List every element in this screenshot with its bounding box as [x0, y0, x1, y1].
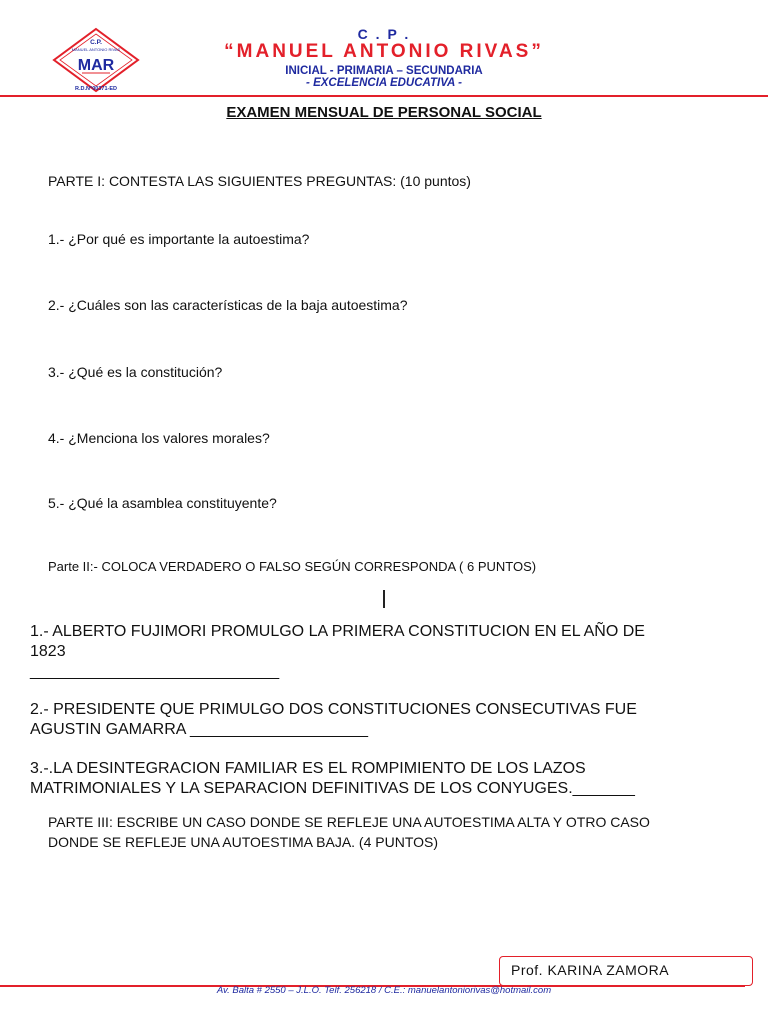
school-levels: INICIAL - PRIMARIA – SECUNDARIA [285, 65, 483, 77]
true-false-item-3 [30, 759, 750, 799]
school-motto: - EXCELENCIA EDUCATIVA - [306, 77, 462, 89]
header-divider [0, 95, 768, 97]
true-false-item-2 [30, 700, 750, 740]
text-cursor [383, 590, 385, 608]
question-1: 1.- ¿Por qué es importante la autoestima? [48, 231, 310, 247]
logo-monogram: MAR [77, 57, 115, 74]
item-2-line-1: 2.- PRESIDENTE QUE PRIMULGO DOS CONSTITUCIONES CONSECUTIVAS FUE [30, 701, 637, 718]
item-2-line-2: AGUSTIN GAMARRA ____________________ [30, 721, 368, 738]
item-3-line-2: MATRIMONIALES Y LA SEPARACION DEFINITIVAS DE LOS CONYUGES._______ [30, 780, 635, 797]
true-false-item-1 [30, 622, 750, 682]
question-2: 2.- ¿Cuáles son las características de la baja autoestima? [48, 297, 408, 313]
exam-title-text: EXAMEN MENSUAL DE PERSONAL SOCIAL [226, 104, 542, 121]
question-5: 5.- ¿Qué la asamblea constituyente? [48, 495, 277, 511]
part2-heading: Parte II:- COLOCA VERDADERO O FALSO SEGÚN CORRESPONDA ( 6 PUNTOS) [48, 559, 537, 574]
question-3: 3.- ¿Qué es la constitución? [48, 364, 223, 380]
item-1-line-1: 1.- ALBERTO FUJIMORI PROMULGO LA PRIMERA CONSTITUCION EN EL AÑO DE [30, 623, 645, 640]
part3-line-1: PARTE III: ESCRIBE UN CASO DONDE SE REFLEJE UNA AUTOESTIMA ALTA Y OTRO CASO [48, 814, 650, 830]
item-3-line-1: 3.-.LA DESINTEGRACION FAMILIAR ES EL ROMPIMIENTO DE LOS LAZOS [30, 760, 586, 777]
school-name: “MANUEL ANTONIO RIVAS” [224, 41, 544, 62]
teacher-name: Prof. KARINA ZAMORA [511, 962, 670, 978]
part3-line-2: DONDE SE REFLEJE UNA AUTOESTIMA BAJA. (4 PUNTOS) [48, 834, 439, 850]
logo-cp: C.P. [90, 39, 102, 46]
footer-address: Av. Balta # 2550 – J.L.O. Telf. 256218 / C.E.: manuelantoniorivas@hotmail.com [216, 985, 552, 996]
question-4: 4.- ¿Menciona los valores morales? [48, 430, 270, 446]
exam-title [0, 104, 768, 121]
item-1-answer-blank: ____________________________ [30, 663, 280, 680]
logo-registration: R.D.N°00371-ED [75, 86, 117, 92]
part3-heading [48, 812, 748, 852]
header-cp: C . P . [357, 26, 411, 42]
part1-heading: PARTE I: CONTESTA LAS SIGUIENTES PREGUNTAS: (10 puntos) [48, 173, 471, 189]
logo-school: MANUEL ANTONIO RIVAS [71, 47, 121, 52]
item-1-line-2: 1823 [30, 643, 66, 660]
